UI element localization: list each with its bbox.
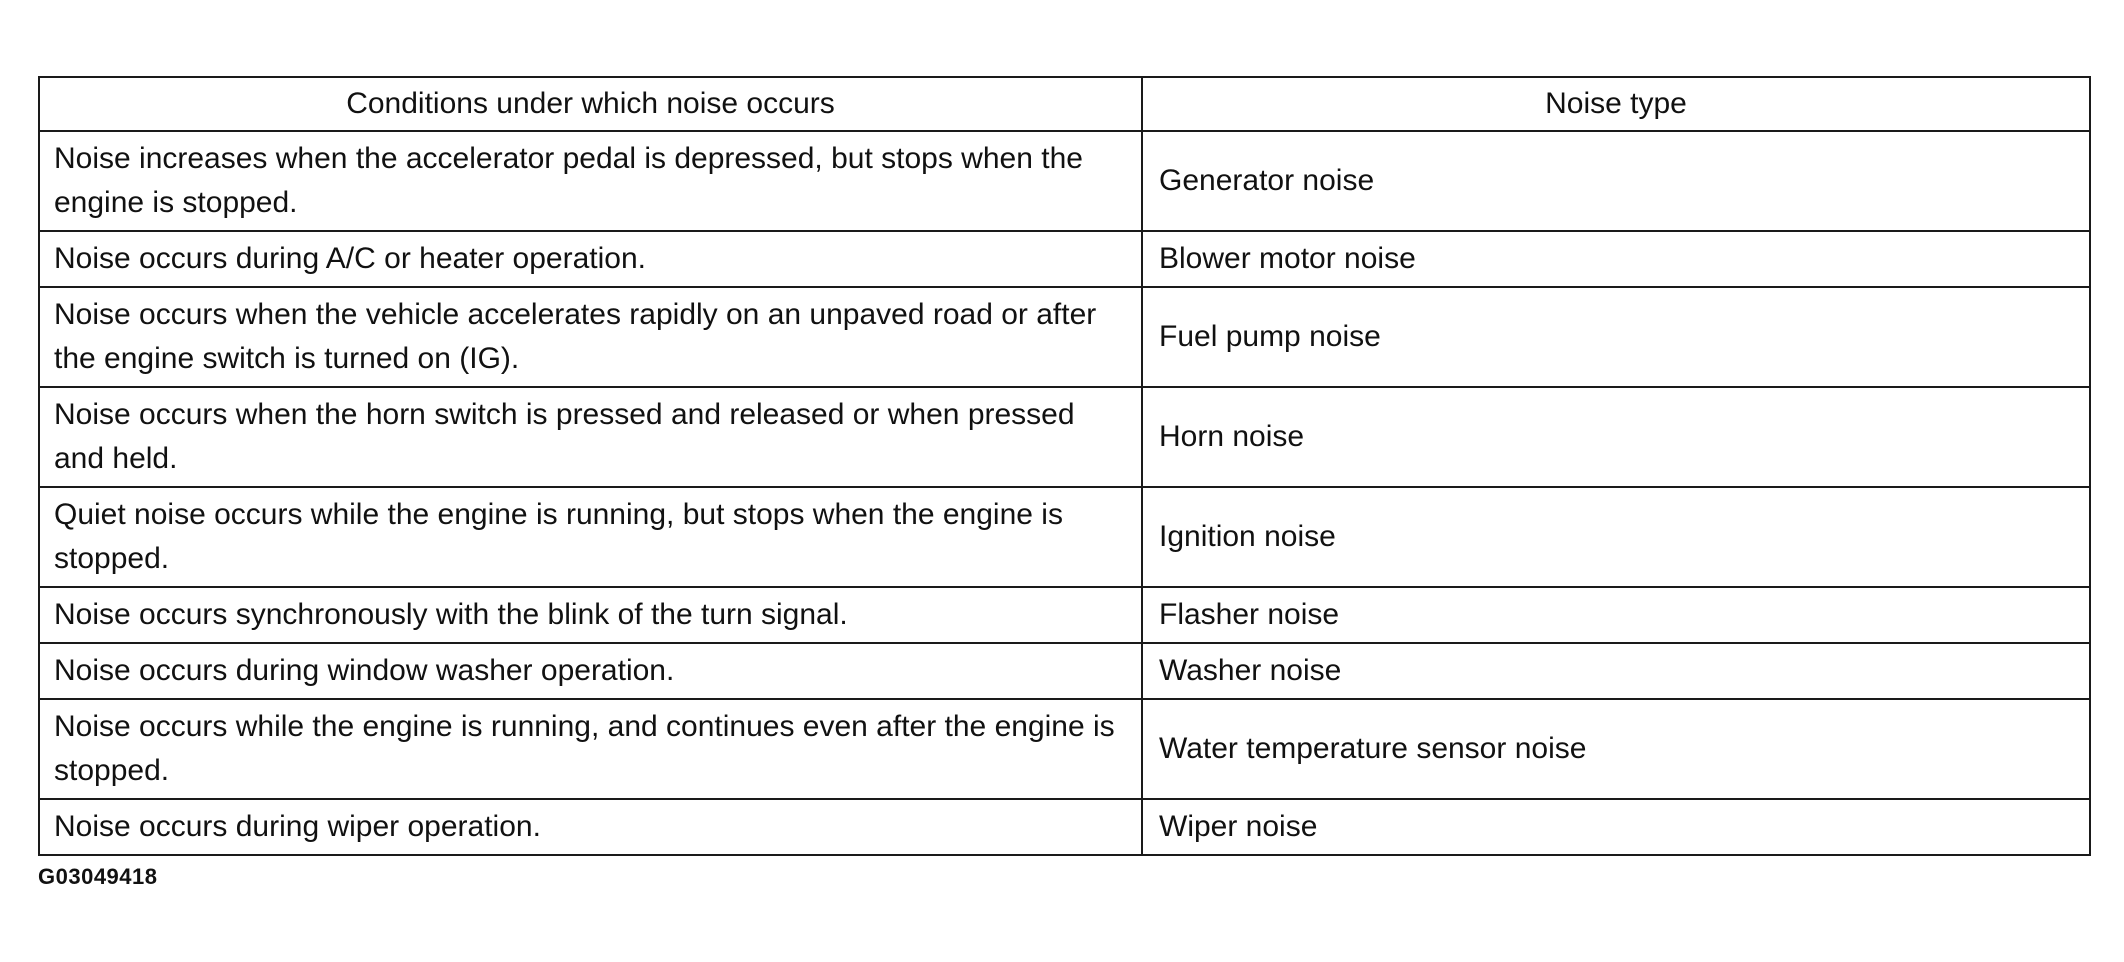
condition-cell: Noise occurs during A/C or heater operation. [39,231,1142,287]
condition-cell: Noise occurs synchronously with the blink of the turn signal. [39,587,1142,643]
table-row [39,231,2090,287]
table-row [39,799,2090,855]
table-row [39,387,2090,487]
noise-type-cell: Flasher noise [1142,587,2090,643]
noise-type-cell: Blower motor noise [1142,231,2090,287]
condition-column-header: Conditions under which noise occurs [39,77,1142,131]
condition-cell: Noise occurs during window washer operation. [39,643,1142,699]
table-row [39,131,2090,231]
table-row [39,587,2090,643]
noise-type-cell: Wiper noise [1142,799,2090,855]
table-row [39,487,2090,587]
condition-cell: Quiet noise occurs while the engine is running, but stops when the engine is stopped. [39,487,1142,587]
noise-type-column-header: Noise type [1142,77,2090,131]
table-header-row [39,77,2090,131]
noise-type-cell: Ignition noise [1142,487,2090,587]
condition-cell: Noise occurs during wiper operation. [39,799,1142,855]
condition-cell: Noise occurs when the vehicle accelerates rapidly on an unpaved road or after the engine switch is turned on (IG). [39,287,1142,387]
noise-type-cell: Horn noise [1142,387,2090,487]
table-row [39,699,2090,799]
figure-id-label: G03049418 [38,864,158,889]
noise-type-cell: Generator noise [1142,131,2090,231]
condition-cell: Noise occurs while the engine is running, and continues even after the engine is stopped. [39,699,1142,799]
noise-type-table [38,76,2091,856]
table-row [39,287,2090,387]
condition-cell: Noise increases when the accelerator pedal is depressed, but stops when the engine is stopped. [39,131,1142,231]
noise-type-cell: Water temperature sensor noise [1142,699,2090,799]
condition-cell: Noise occurs when the horn switch is pressed and released or when pressed and held. [39,387,1142,487]
noise-type-cell: Washer noise [1142,643,2090,699]
noise-type-cell: Fuel pump noise [1142,287,2090,387]
table-row [39,643,2090,699]
